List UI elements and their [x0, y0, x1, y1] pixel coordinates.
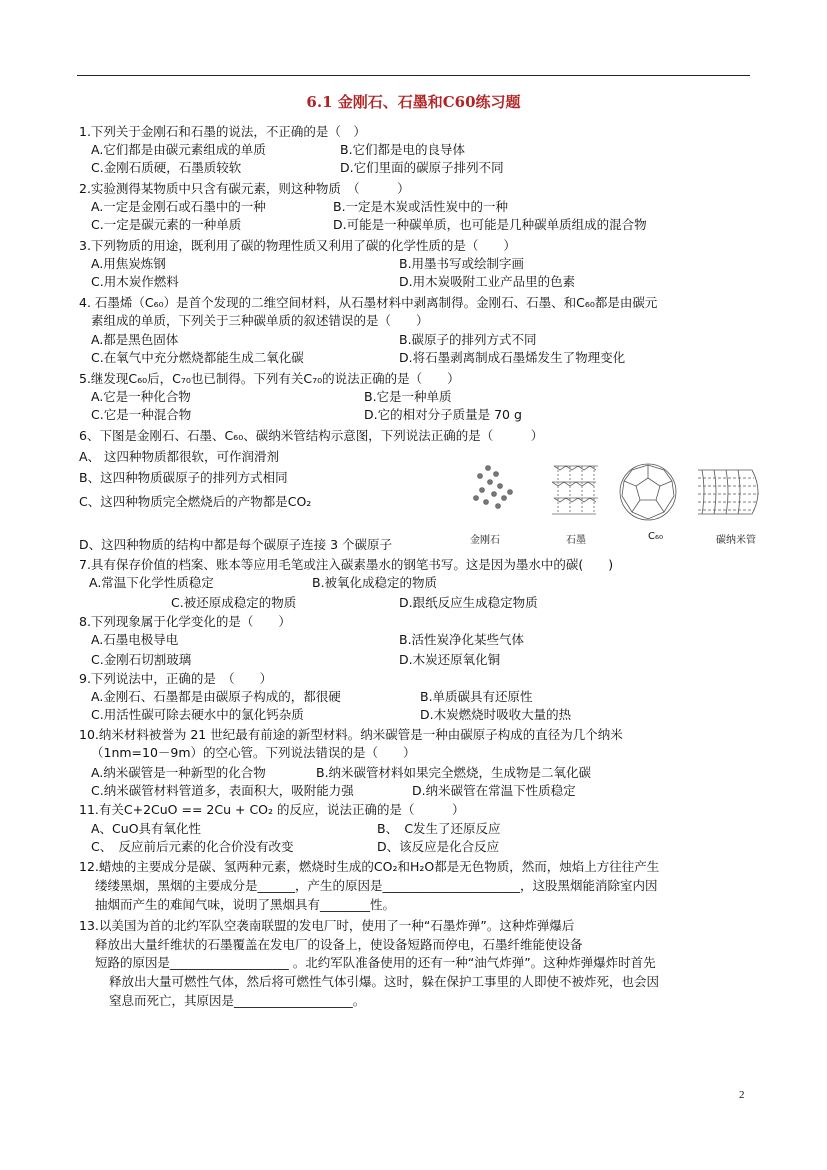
page-title: 6.1 金刚石、石墨和C60练习题: [306, 93, 521, 111]
text-line: B.活性炭净化某些气体: [399, 632, 525, 647]
text-line: A.金刚石、石墨都是由碳原子构成的，都很硬: [91, 689, 341, 704]
text-line: 释放出大量可燃性气体，然后将可燃性气体引爆。这时，躲在保护工事里的人即使不被炸死，也会因: [109, 974, 660, 989]
text-line: A、 这四种物质都很软，可作润滑剂: [79, 449, 280, 464]
text-line: C、这四种物质完全燃烧后的产物都是CO₂: [79, 494, 312, 509]
text-line: B、这四种物质碳原子的排列方式相同: [79, 470, 288, 485]
diamond-structure-icon: [474, 466, 513, 509]
text-line: B.它是一种单质: [364, 389, 452, 404]
text-line: A.都是黑色固体: [91, 332, 179, 347]
text-line: A.一定是金刚石或石墨中的一种: [91, 199, 266, 214]
structures-illustration: [466, 452, 766, 532]
caption-c60: C₆₀: [648, 531, 663, 542]
c60-structure-icon: [620, 464, 676, 520]
nanotube-structure-icon: [698, 470, 759, 514]
text-line: 9.下列说法中，正确的是 （ ）: [79, 671, 273, 686]
text-line: D.跟纸反应生成稳定物质: [399, 595, 538, 610]
text-line: 12.蜡烛的主要成分是碳、氢两种元素，燃烧时生成的CO₂和H₂O都是无色物质，然而，烛焰上方往往产生: [79, 859, 660, 874]
text-line: 抽烟而产生的难闻气味，说明了黑烟具有________性。: [95, 897, 396, 912]
text-line: B.纳米碳管材料如果完全燃烧，生成物是二氧化碳: [316, 765, 592, 780]
text-line: D.纳米碳管在常温下性质稳定: [412, 783, 576, 798]
caption-nanotube: 碳纳米管: [716, 535, 756, 546]
text-line: C.纳米碳管材料管道多，表面积大，吸附能力强: [91, 783, 354, 798]
text-line: B.单质碳具有还原性: [420, 689, 533, 704]
text-line: C.被还原成稳定的物质: [171, 595, 297, 610]
text-line: C.它是一种混合物: [91, 407, 192, 422]
text-line: A.用焦炭炼钢: [91, 256, 166, 271]
text-line: 1.下列关于金刚石和石墨的说法，不正确的是（ ）: [79, 124, 366, 139]
text-line: C.在氧气中充分燃烧都能生成二氧化碳: [91, 350, 304, 365]
text-line: 素组成的单质，下列关于三种碳单质的叙述错误的是（ ）: [91, 313, 429, 328]
text-line: D.木炭燃烧时吸收大量的热: [420, 707, 572, 722]
caption-diamond: 金刚石: [470, 535, 500, 546]
text-line: 5.继发现C₆₀后，C₇₀也已制得。下列有关C₇₀的说法正确的是（ ）: [79, 371, 460, 386]
text-line: B.它们都是电的良导体: [340, 142, 466, 157]
text-line: （1nm=10－9m）的空心管。下列说法错误的是（ ）: [91, 745, 416, 760]
text-line: D.用木炭吸附工业产品里的色素: [399, 274, 576, 289]
text-line: C.用木炭作燃料: [91, 274, 179, 289]
text-line: C.金刚石切割玻璃: [91, 652, 192, 667]
text-line: D、这四种物质的结构中都是每个碳原子连接 3 个碳原子: [79, 537, 393, 552]
text-line: A.石墨电极导电: [91, 632, 179, 647]
text-line: D.它们里面的碳原子排列不同: [340, 160, 504, 175]
text-line: B.被氧化成稳定的物质: [312, 575, 438, 590]
text-line: B.碳原子的排列方式不同: [399, 332, 537, 347]
text-line: D.将石墨剥离制成石墨烯发生了物理变化: [399, 350, 626, 365]
text-line: C、 反应前后元素的化合价没有改变: [91, 839, 294, 854]
text-line: 短路的原因是___________________ 。北约军队准备使用的还有一种“油气炸弹”。这种炸弹爆炸时首先: [95, 955, 656, 970]
header-rule: [77, 75, 750, 76]
text-line: A、CuO具有氧化性: [91, 821, 202, 836]
text-line: B、 C发生了还原反应: [377, 821, 501, 836]
text-line: A.纳米碳管是一种新型的化合物: [91, 765, 266, 780]
text-line: 13.以美国为首的北约军队空袭南联盟的发电厂时，使用了一种“石墨炸弹”。这种炸弹爆后: [79, 918, 575, 933]
text-line: 7.具有保存价值的档案、账本等应用毛笔或注入碳素墨水的钢笔书写。这是因为墨水中的碳( ): [79, 557, 614, 572]
text-line: 窒息而死亡，其原因是___________________。: [109, 993, 366, 1008]
text-line: A.常温下化学性质稳定: [89, 575, 214, 590]
text-line: 6、下图是金刚石、石墨、C₆₀、碳纳米管结构示意图，下列说法正确的是（ ）: [79, 428, 544, 443]
text-line: D.它的相对分子质量是 70 g: [364, 407, 522, 422]
text-line: 11.有关C+2CuO == 2Cu + CO₂ 的反应，说法正确的是（ ）: [79, 802, 465, 817]
text-line: 4. 石墨烯（C₆₀）是首个发现的二维空间材料，从石墨材料中剥离制得。金刚石、石墨、和C₆₀都是由碳元: [79, 295, 658, 310]
text-line: 2.实验测得某物质中只含有碳元素，则这种物质 （ ）: [79, 181, 410, 196]
graphite-structure-icon: [552, 466, 598, 514]
text-line: C.用活性碳可除去硬水中的氯化钙杂质: [91, 707, 304, 722]
text-line: 缕缕黑烟，黑烟的主要成分是______，产生的原因是______________________，这股黑烟能消除室内因: [95, 878, 658, 893]
caption-graphite: 石墨: [566, 535, 586, 546]
text-line: C.金刚石质硬，石墨质较软: [91, 160, 242, 175]
text-line: 释放出大量纤维状的石墨覆盖在发电厂的设备上，使设备短路而停电，石墨纤维能使设备: [95, 937, 583, 952]
text-line: A.它们都是由碳元素组成的单质: [91, 142, 266, 157]
text-line: D.可能是一种碳单质，也可能是几种碳单质组成的混合物: [333, 217, 647, 232]
page-number: 2: [739, 1089, 745, 1101]
text-line: B.一定是木炭或活性炭中的一种: [333, 199, 509, 214]
text-line: D.木炭还原氧化铜: [399, 652, 501, 667]
text-line: C.一定是碳元素的一种单质: [91, 217, 242, 232]
text-line: 10.纳米材料被誉为 21 世纪最有前途的新型材料。纳米碳管是一种由碳原子构成的直径为几个纳米: [79, 727, 623, 742]
text-line: B.用墨书写或绘制字画: [399, 256, 525, 271]
text-line: 8.下列现象属于化学变化的是（ ）: [79, 614, 291, 629]
text-line: 3.下列物质的用途，既利用了碳的物理性质又利用了碳的化学性质的是（ ）: [79, 238, 516, 253]
text-line: D、该反应是化合反应: [377, 839, 500, 854]
text-line: A.它是一种化合物: [91, 389, 191, 404]
